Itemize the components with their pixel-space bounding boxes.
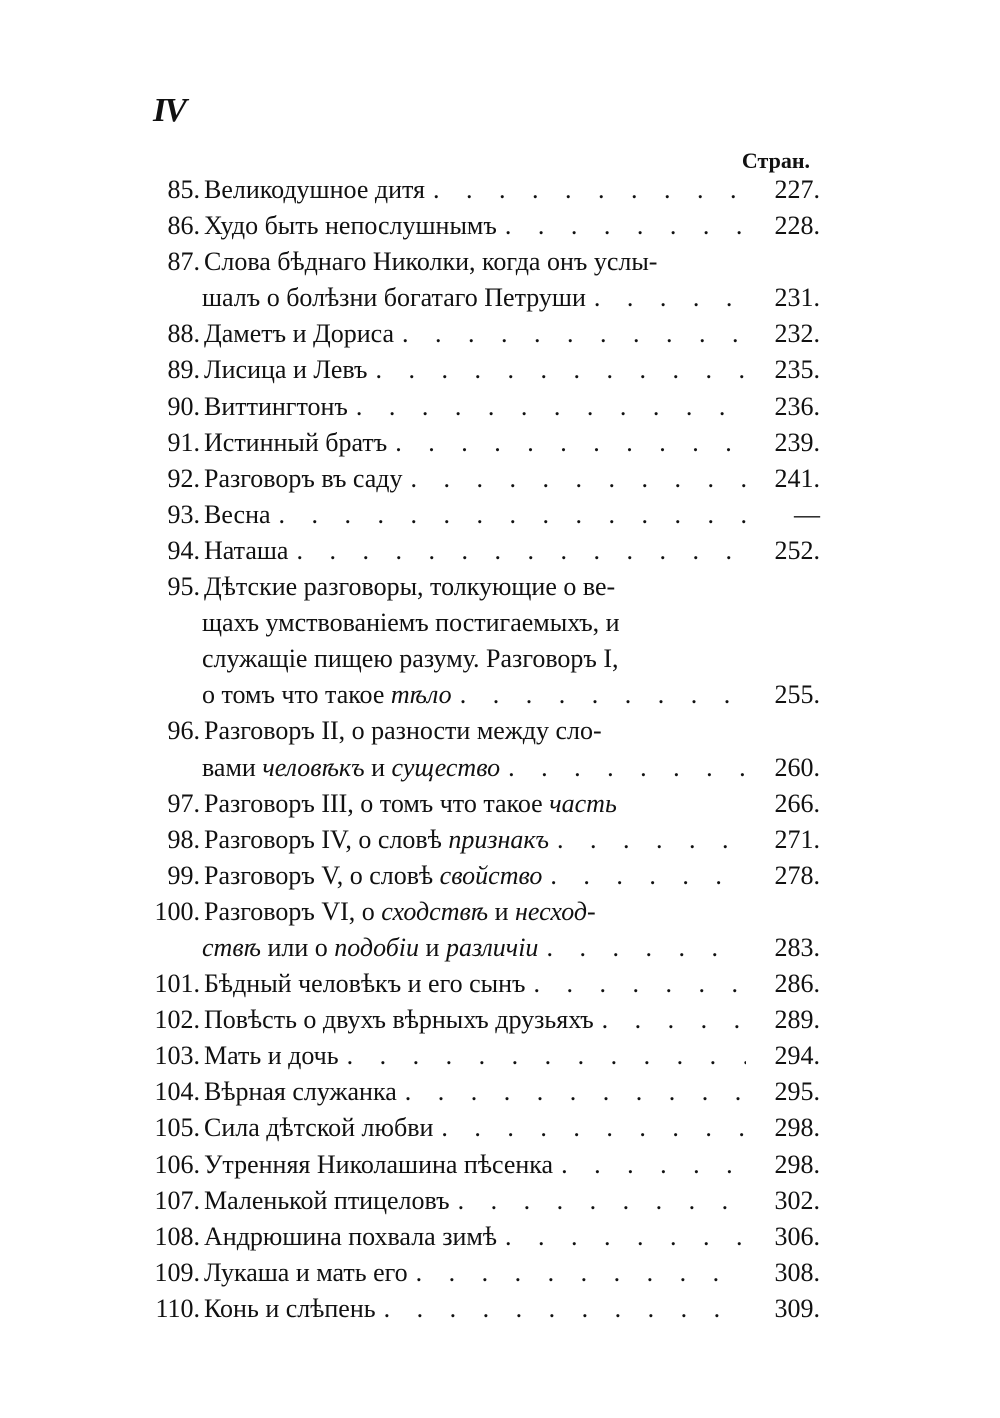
entry-number: 99. [167, 860, 200, 890]
entry-title: Маленькой птицеловъ [204, 1185, 450, 1215]
title-italic-term: ствѣ [202, 932, 261, 962]
entry-number: 108. [154, 1221, 200, 1251]
dot-leader [375, 352, 746, 388]
entry-number: 106. [154, 1149, 200, 1179]
title-italic-term: различіи [445, 932, 539, 962]
dot-leader [402, 316, 746, 352]
entry-page: 309. [774, 1293, 820, 1323]
toc-entry-97 [140, 786, 820, 822]
entry-title: Бѣдный человѣкъ и его сынъ [204, 969, 526, 999]
entry-title: Виттингтонъ [204, 391, 348, 421]
toc-entry-96 [140, 713, 820, 749]
dot-leader [594, 280, 746, 316]
entry-page: 295. [774, 1077, 820, 1107]
dot-leader [561, 1147, 746, 1183]
entry-title: Лукаша и мать его [204, 1257, 408, 1287]
entry-number: 95. [167, 572, 200, 602]
entry-number: 109. [154, 1257, 200, 1287]
entry-page: 294. [774, 1041, 820, 1071]
title-italic-term: свойство [439, 860, 543, 890]
entry-number: 93. [167, 499, 200, 529]
title-segment: Разговоръ III, о томъ что такое [204, 788, 550, 818]
title-italic-term: существо [391, 752, 501, 782]
toc-entry-90 [140, 389, 820, 425]
entry-page: 228. [774, 211, 820, 241]
entry-title-line: служащіе пищею разуму. Разговоръ I, [202, 644, 619, 674]
entry-page: 266. [774, 788, 820, 818]
table-of-contents [140, 172, 820, 1327]
title-segment: и [364, 752, 392, 782]
title-italic-term: подобіи [334, 932, 420, 962]
dot-leader [405, 1074, 746, 1110]
entry-title: Повѣсть о двухъ вѣрныхъ друзьяхъ [204, 1005, 594, 1035]
toc-entry-101 [140, 966, 820, 1002]
title-italic-term: тѣло [390, 680, 452, 710]
entry-title-line: щахъ умствованіемъ постигаемыхъ, и [202, 608, 620, 638]
entry-number: 110. [155, 1293, 200, 1323]
entry-title-line [140, 677, 452, 713]
title-italic-term: человѣкъ [262, 752, 365, 782]
entry-title-line: шалъ о болѣзни богатаго Петруши [202, 283, 586, 313]
entry-title-line [140, 930, 538, 966]
entry-title: Разговоръ въ саду [204, 463, 403, 493]
entry-title-line: Дѣтские разговоры, толкующие о ве- [204, 572, 616, 602]
title-segment: Разговоръ IV, о словѣ [204, 824, 449, 854]
toc-entry-108 [140, 1219, 820, 1255]
title-italic-term: несход- [515, 896, 596, 926]
entry-number: 96. [167, 716, 200, 746]
dot-leader [347, 1038, 746, 1074]
title-italic-term: сходствѣ [381, 896, 489, 926]
entry-title: Истинный братъ [204, 427, 388, 457]
entry-title: Вѣрная служанка [204, 1077, 397, 1107]
entry-number: 100. [154, 896, 200, 926]
entry-number: 98. [167, 824, 200, 854]
toc-entry-110 [140, 1291, 820, 1327]
entry-number: 87. [167, 247, 200, 277]
entry-page: 271. [774, 824, 820, 854]
dot-leader [356, 389, 746, 425]
entry-page: 232. [774, 319, 820, 349]
dot-leader [460, 677, 746, 713]
entry-number: 104. [154, 1077, 200, 1107]
toc-entry-95-cont [140, 677, 820, 713]
toc-entry-106 [140, 1147, 820, 1183]
entry-title: Великодушное дитя [204, 175, 425, 204]
toc-entry-105 [140, 1110, 820, 1146]
toc-entry-94 [140, 533, 820, 569]
dot-leader [508, 750, 746, 786]
toc-entry-102 [140, 1002, 820, 1038]
entry-title: Утренняя Николашина пѣсенка [204, 1149, 554, 1179]
entry-title: Конь и слѣпень [204, 1293, 376, 1323]
toc-entry-100-cont [140, 930, 820, 966]
entry-number: 94. [167, 535, 200, 565]
entry-title [200, 822, 549, 858]
entry-number: 97. [167, 788, 200, 818]
toc-entry-107 [140, 1183, 820, 1219]
entry-title: Андрюшина похвала зимѣ [204, 1221, 497, 1251]
entry-number: 86. [167, 211, 200, 241]
dot-leader [602, 1002, 746, 1038]
entry-page: 255. [774, 680, 820, 710]
entry-page: 239. [774, 427, 820, 457]
title-segment: вами [202, 752, 263, 782]
entry-page: 286. [774, 969, 820, 999]
title-segment: Разговоръ VI, о [204, 896, 382, 926]
dot-leader [458, 1183, 746, 1219]
toc-entry-88 [140, 316, 820, 352]
dot-leader [550, 858, 746, 894]
entry-page: 227. [774, 175, 820, 204]
dot-leader [505, 208, 746, 244]
entry-number: 89. [167, 355, 200, 385]
title-segment: о томъ что такое [202, 680, 391, 710]
entry-number: 101. [154, 969, 200, 999]
toc-entry-100 [140, 894, 820, 930]
toc-entry-89 [140, 352, 820, 388]
entry-page: 298. [774, 1149, 820, 1179]
entry-page: 283. [774, 932, 820, 962]
dot-leader [296, 533, 746, 569]
entry-page: 260. [774, 752, 820, 782]
entry-page: 236. [774, 391, 820, 421]
toc-entry-87-cont [140, 280, 820, 316]
entry-number: 105. [154, 1113, 200, 1143]
toc-entry-98 [140, 822, 820, 858]
entry-title [200, 858, 542, 894]
dot-leader [279, 497, 746, 533]
entry-title: Лисица и Левъ [204, 355, 368, 385]
dot-leader [533, 966, 746, 1002]
page-number: IV [153, 92, 185, 129]
dot-leader [505, 1219, 746, 1255]
entry-title: Наташа [204, 535, 289, 565]
title-segment: и [419, 932, 446, 962]
page-column-label: Стран. [741, 148, 810, 173]
entry-number: 88. [167, 319, 200, 349]
toc-entry-95 [140, 569, 820, 605]
entry-number: 102. [154, 1005, 200, 1035]
entry-title: Весна [204, 499, 271, 529]
toc-entry-109 [140, 1255, 820, 1291]
toc-entry-99 [140, 858, 820, 894]
entry-title: Сила дѣтской любви [204, 1113, 434, 1143]
entry-title-line: Слова бѣднаго Николки, когда онъ услы- [204, 247, 658, 277]
toc-entry-87 [140, 244, 820, 280]
entry-page: 298. [774, 1113, 820, 1143]
entry-title: Худо быть непослушнымъ [204, 211, 497, 241]
toc-entry-95-cont [140, 641, 820, 677]
dot-leader [557, 822, 746, 858]
title-italic-term: признакъ [448, 824, 550, 854]
dot-leader [411, 461, 746, 497]
entry-title-line [200, 894, 596, 930]
entry-page: 308. [774, 1257, 820, 1287]
toc-entry-103 [140, 1038, 820, 1074]
entry-title-line [140, 750, 500, 786]
entry-number: 92. [167, 463, 200, 493]
entry-title: Даметъ и Дориса [204, 319, 395, 349]
title-segment: или о [260, 932, 335, 962]
entry-page: 252. [774, 535, 820, 565]
dot-leader [441, 1110, 746, 1146]
toc-entry-86 [140, 208, 820, 244]
entry-page: 289. [774, 1005, 820, 1035]
entry-page: 241. [774, 463, 820, 493]
entry-title: Мать и дочь [204, 1041, 339, 1071]
dot-leader [546, 930, 746, 966]
entry-number: 85. [167, 175, 200, 204]
entry-page: 306. [774, 1221, 820, 1251]
dot-leader [384, 1291, 746, 1327]
entry-title [200, 786, 617, 822]
title-italic-term: часть [549, 788, 617, 818]
toc-entry-96-cont [140, 750, 820, 786]
entry-title-line: Разговоръ II, о разности между сло- [204, 716, 602, 746]
toc-entry-95-cont [140, 605, 820, 641]
entry-page: 235. [774, 355, 820, 385]
entry-number: 90. [167, 391, 200, 421]
dot-leader [395, 425, 746, 461]
title-segment: Разговоръ V, о словѣ [204, 860, 440, 890]
entry-number: 91. [167, 427, 200, 457]
dot-leader [433, 172, 746, 208]
title-segment: и [488, 896, 516, 926]
entry-number: 103. [154, 1041, 200, 1071]
entry-number: 107. [154, 1185, 200, 1215]
toc-entry-93 [140, 497, 820, 533]
toc-entry-85 [140, 172, 820, 208]
toc-entry-91 [140, 425, 820, 461]
entry-page: 278. [774, 860, 820, 890]
dot-leader [416, 1255, 746, 1291]
toc-entry-92 [140, 461, 820, 497]
toc-entry-104 [140, 1074, 820, 1110]
entry-page: 302. [774, 1185, 820, 1215]
entry-page: 231. [774, 283, 820, 313]
entry-page: — [794, 499, 820, 529]
